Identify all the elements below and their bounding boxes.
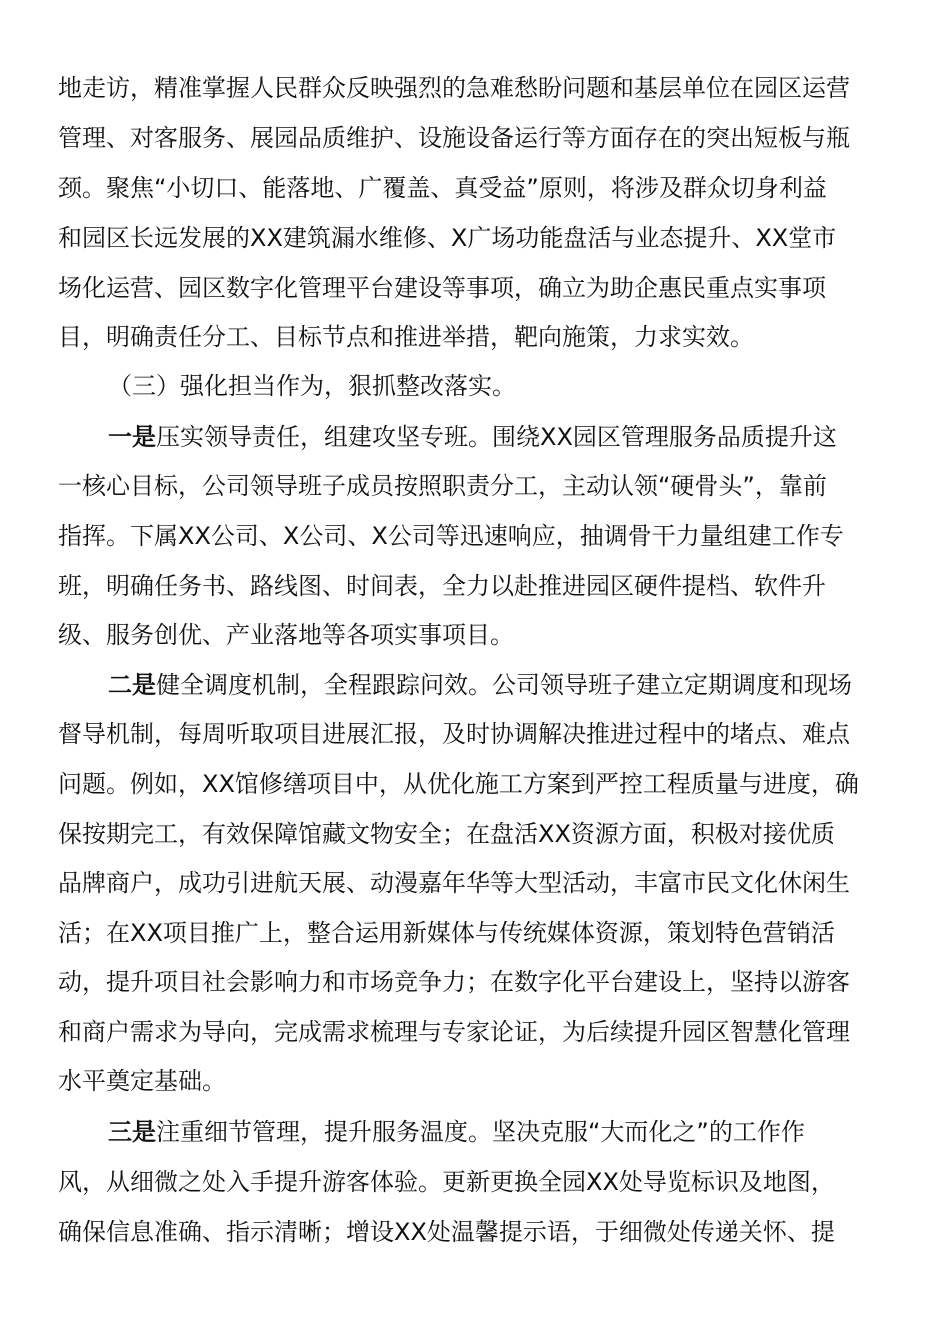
- text-line-15: 问题。例如，XX馆修缮项目中，从优化施工方案到严控工程质量与进度，确: [58, 770, 859, 798]
- paragraph-2-first-line: [108, 665, 898, 705]
- text-line-12: 级、服务创优、产业落地等各项实事项目。: [58, 621, 514, 649]
- text-line-11: 班，明确任务书、路线图、时间表，全力以赴推进园区硬件提档、软件升: [58, 572, 826, 600]
- text-line-18: 活；在XX项目推广上，整合运用新媒体与传统媒体资源，策划特色营销活: [58, 919, 835, 947]
- paragraph-1-text: 压实领导责任，组建攻坚专班。围绕XX园区管理服务品质提升这: [156, 423, 837, 451]
- text-line-20: 和商户需求为导向，完成需求梳理与专家论证，为后续提升园区智慧化管理: [58, 1018, 850, 1046]
- text-line-16: 保按期完工，有效保障馆藏文物安全；在盘活XX资源方面，积极对接优质: [58, 820, 835, 848]
- text-line-24: 确保信息准确、指示清晰；增设XX处温馨提示语，于细微处传递关怀、提: [58, 1218, 835, 1246]
- paragraph-1-lead: 一是: [108, 423, 156, 451]
- paragraph-3-text: 注重细节管理，提升服务温度。坚决克服“大而化之”的工作作: [156, 1118, 805, 1146]
- text-line-3: 颈。聚焦“小切口、能落地、广覆盖、真受益”原则，将涉及群众切身利益: [58, 174, 827, 202]
- text-line-10: 指挥。下属XX公司、X公司、X公司等迅速响应，抽调骨干力量组建工作专: [58, 522, 844, 550]
- text-line-23: 风，从细微之处入手提升游客体验。更新更换全园XX处导览标识及地图，: [58, 1168, 835, 1196]
- paragraph-3-first-line: [108, 1112, 898, 1152]
- text-line-19: 动，提升项目社会影响力和市场竞争力；在数字化平台建设上，坚持以游客: [58, 968, 850, 996]
- text-line-1: 地走访，精准掌握人民群众反映强烈的急难愁盼问题和基层单位在园区运营: [58, 74, 850, 102]
- paragraph-2-text: 健全调度机制，全程跟踪问效。公司领导班子建立定期调度和现场: [156, 671, 852, 699]
- paragraph-2-lead: 二是: [108, 671, 156, 699]
- text-line-21: 水平奠定基础。: [58, 1067, 226, 1095]
- section-heading: （三）强化担当作为，狠抓整改落实。: [108, 372, 516, 400]
- text-line-9: 一核心目标，公司领导班子成员按照职责分工，主动认领“硬骨头”，靠前: [58, 472, 827, 500]
- text-line-6: 目，明确责任分工、目标节点和推进举措，靶向施策，力求实效。: [58, 323, 754, 351]
- text-line-5: 场化运营、园区数字化管理平台建设等事项，确立为助企惠民重点实事项: [58, 274, 826, 302]
- text-line-17: 品牌商户，成功引进航天展、动漫嘉年华等大型活动，丰富市民文化休闲生: [58, 869, 850, 897]
- text-line-14: 督导机制，每周听取项目进展汇报，及时协调解决推进过程中的堵点、难点: [58, 720, 850, 748]
- text-line-4: 和园区长远发展的XX建筑漏水维修、X广场功能盘活与业态提升、XX堂市: [58, 224, 837, 252]
- paragraph-3-lead: 三是: [108, 1118, 156, 1146]
- text-line-2: 管理、对客服务、展园品质维护、设施设备运行等方面存在的突出短板与瓶: [58, 124, 850, 152]
- paragraph-1-first-line: [108, 417, 898, 457]
